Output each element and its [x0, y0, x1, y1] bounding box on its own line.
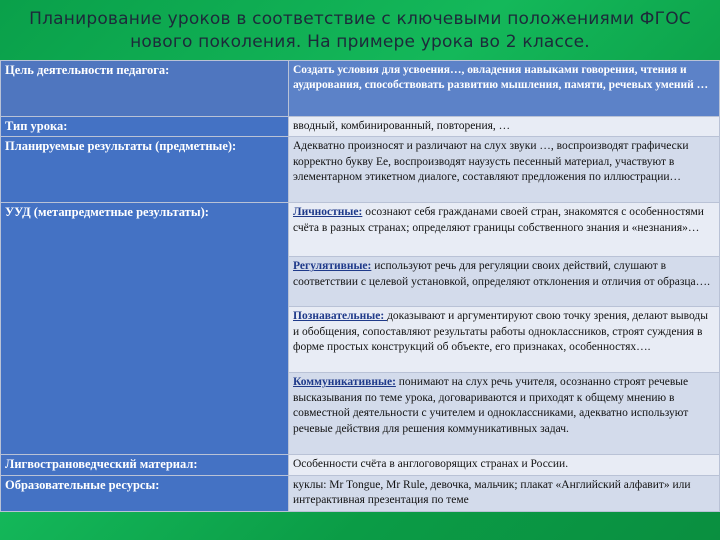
table-row-linguo: [1, 455, 720, 475]
slide-title: [0, 8, 720, 60]
planned-label: Планируемые результаты (предметные):: [1, 137, 289, 203]
uud-regulative-heading: Регулятивные:: [293, 260, 372, 273]
table-row-uud-personal: [1, 203, 720, 257]
uud-personal-text: осознают себя гражданами своей стран, знакомятся с особенностями счёта в разных странах; определяют границы собственного знания и «незнания»…: [293, 206, 704, 234]
uud-personal-value: [289, 203, 720, 257]
table-row-type: [1, 117, 720, 137]
uud-cognitive-text: доказывают и аргументируют свою точку зрения, делают выводы и обобщения, сопоставляют результаты работы одноклассников, строят суждения в форме простых конструкций об объекте, его признаках, особенностях….: [293, 310, 708, 354]
resources-value: куклы: Mr Tongue, Mr Rule, девочка, мальчик; плакат «Английский алфавит» или интерактивная презентация по теме: [289, 475, 720, 511]
table-row-goal: [1, 61, 720, 117]
planned-value: Адекватно произносят и различают на слух звуки …, воспроизводят графически корректно букву Ee, воспроизводят наузусть песенный материал, участвуют в элементарном этикетном диалоге, составляют предложения по иллюстрации…: [289, 137, 720, 203]
uud-personal-heading: Личностные:: [293, 206, 363, 219]
type-label: Тип урока:: [1, 117, 289, 137]
uud-regulative-value: [289, 257, 720, 307]
table-row-resources: [1, 475, 720, 511]
linguo-value: Особенности счёта в англоговорящих странах и России.: [289, 455, 720, 475]
uud-regulative-text: используют речь для регуляции своих действий, слушают в соответствии с целевой установкой, определяют отклонения и отличия от образца….: [293, 260, 711, 288]
table-row-planned: [1, 137, 720, 203]
type-value: вводный, комбинированный, повторения, …: [289, 117, 720, 137]
slide-title-line-2: нового поколения. На примере урока во 2 классе.: [130, 32, 590, 52]
uud-cognitive-value: [289, 307, 720, 373]
uud-cognitive-heading: Познавательные:: [293, 310, 388, 323]
linguo-label: Лигвострановедческий материал:: [1, 455, 289, 475]
goal-label: Цель деятельности педагога:: [1, 61, 289, 117]
fgos-planning-table: [0, 60, 720, 512]
slide-title-line-1: Планирование уроков в соответствие с ключевыми положениями ФГОС: [29, 9, 691, 29]
resources-label: Образовательные ресурсы:: [1, 475, 289, 511]
goal-value: Создать условия для усвоения…, овладения навыками говорения, чтения и аудирования, способствовать развитию мышления, памяти, речевых умений …: [289, 61, 720, 117]
uud-label: УУД (метапредметные результаты):: [1, 203, 289, 455]
uud-communicative-text: понимают на слух речь учителя, осознанно строят речевые высказывания по теме урока, договариваются и приходят к общему мнению в совместной деятельности с учителем и одноклассниками, адекватно используют речевые действия для решения коммуникативных задач.: [293, 376, 689, 435]
uud-communicative-value: [289, 373, 720, 455]
uud-communicative-heading: Коммуникативные:: [293, 376, 396, 389]
